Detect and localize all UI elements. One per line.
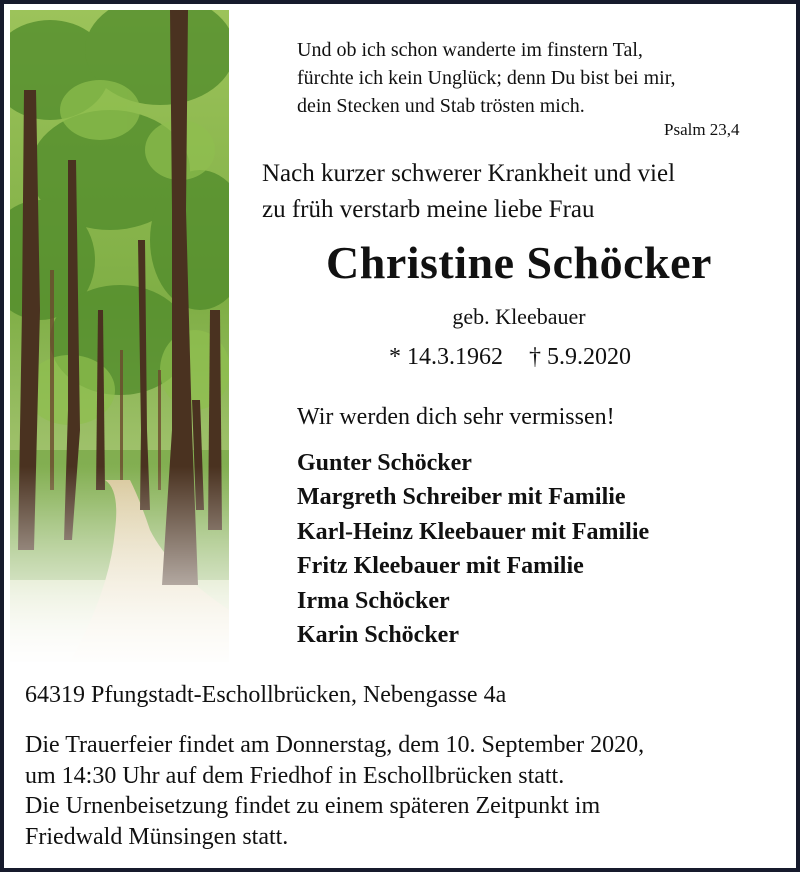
maiden-name: geb. Kleebauer: [452, 304, 586, 329]
ceremony-line: Die Trauerfeier findet am Donnerstag, dem 10. September 2020,: [25, 732, 645, 758]
mourner-name: Karin Schöcker: [297, 622, 459, 649]
psalm-line: fürchte ich kein Unglück; denn Du bist bei mir,: [297, 67, 676, 89]
burial-line: Friedwald Münsingen statt.: [25, 823, 289, 850]
mourner-name: Gunter Schöcker: [297, 450, 472, 476]
mourner-name: Fritz Kleebauer mit Familie: [297, 553, 584, 580]
birth-date: * 14.3.1962: [389, 344, 503, 370]
psalm-reference: Psalm 23,4: [664, 120, 740, 139]
forest-path-image: [10, 10, 229, 662]
deceased-name: Christine Schöcker: [326, 237, 712, 288]
funeral-notice: [25, 730, 795, 852]
intro-text: [262, 156, 792, 228]
address: 64319 Pfungstadt-Eschollbrücken, Nebengasse 4a: [25, 682, 507, 708]
intro-line: Nach kurzer schwerer Krankheit und viel: [262, 160, 676, 187]
psalm-line: Und ob ich schon wanderte im finstern Tal,: [297, 39, 643, 61]
closing-line: Wir werden dich sehr vermissen!: [297, 404, 615, 430]
mourner-name: Irma Schöcker: [297, 587, 450, 614]
mourner-name: Karl-Heinz Kleebauer mit Familie: [297, 518, 650, 545]
intro-line: zu früh verstarb meine liebe Frau: [262, 196, 595, 223]
burial-line: Die Urnenbeisetzung findet zu einem späteren Zeitpunkt im: [25, 793, 601, 819]
mourner-name: Margreth Schreiber mit Familie: [297, 484, 626, 511]
life-dates: [389, 344, 631, 371]
death-date: † 5.9.2020: [529, 344, 631, 370]
ceremony-line: um 14:30 Uhr auf dem Friedhof in Eschollbrücken statt.: [25, 762, 565, 789]
mourners-list: [297, 446, 649, 652]
psalm-line: dein Stecken und Stab trösten mich.: [297, 95, 585, 117]
psalm-verse: [297, 36, 767, 120]
